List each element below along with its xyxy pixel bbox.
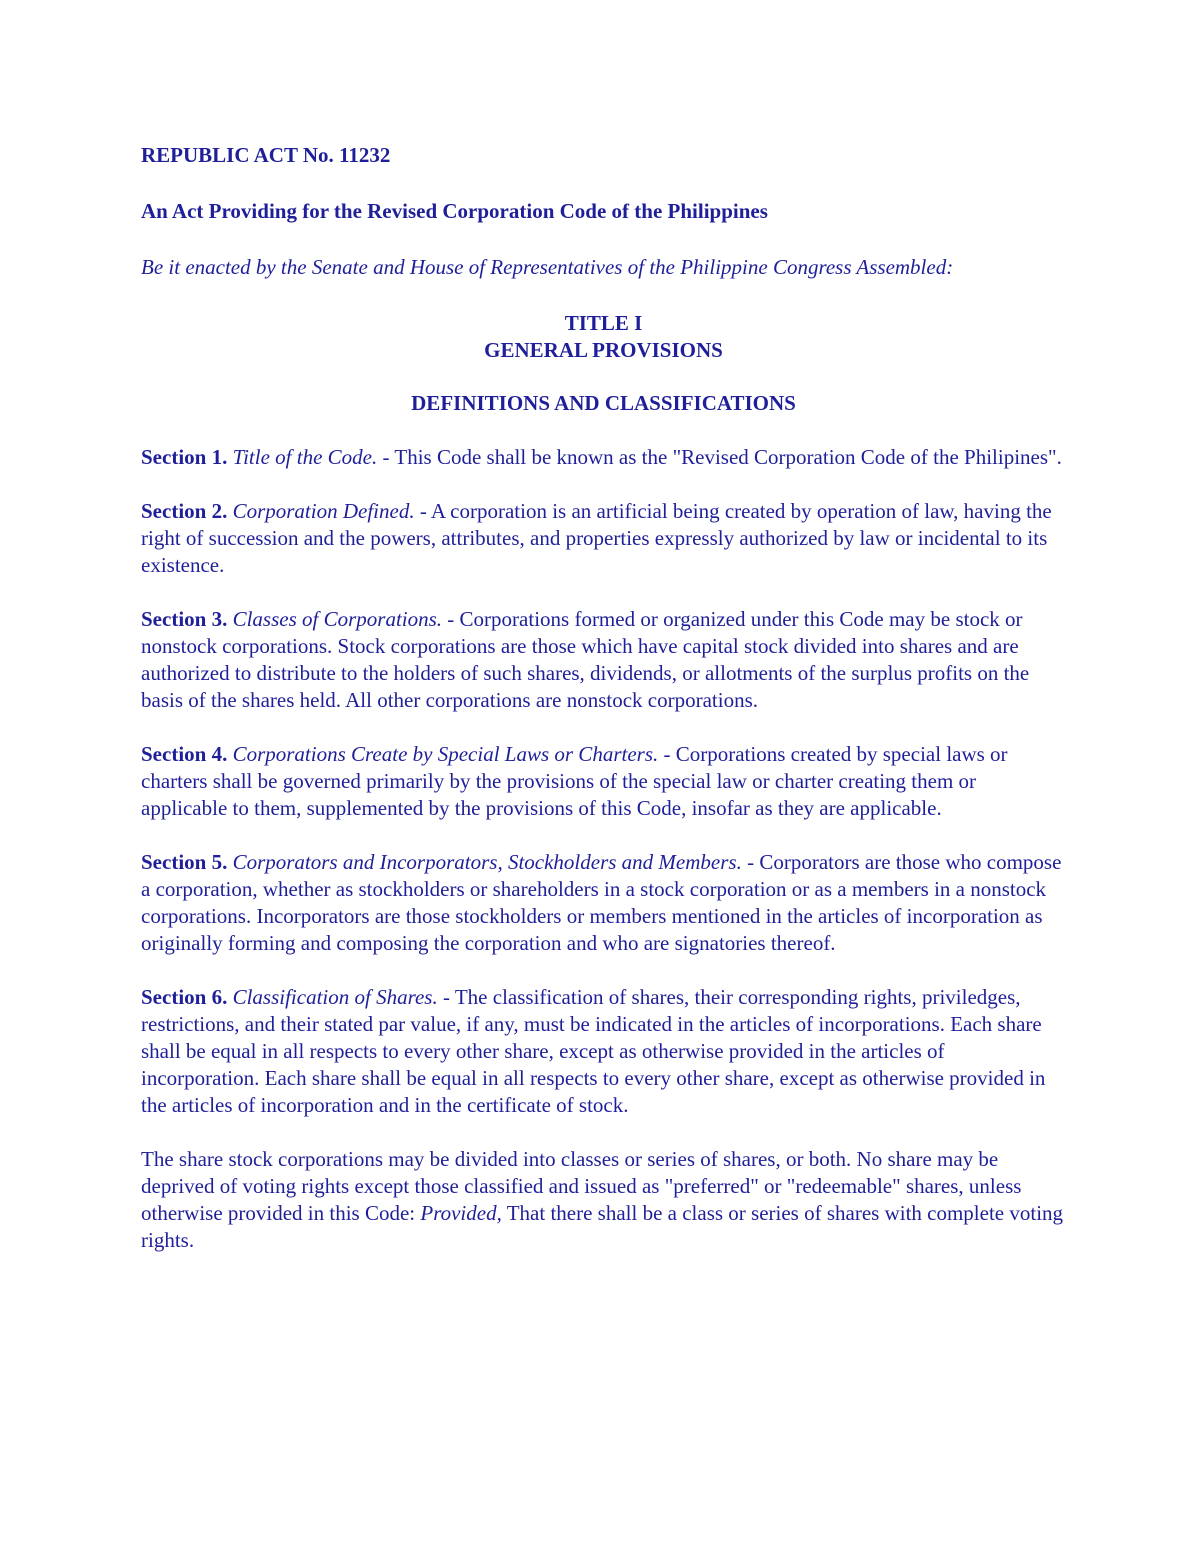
- document-page: [141, 142, 1066, 1254]
- section-label: Section 5.: [141, 850, 228, 874]
- title-name: GENERAL PROVISIONS: [484, 338, 723, 362]
- section-6: [141, 984, 1066, 1119]
- section-caption: Title of the Code.: [232, 445, 378, 469]
- section-label: Section 2.: [141, 499, 228, 523]
- section-label: Section 3.: [141, 607, 228, 631]
- section-1: [141, 444, 1066, 471]
- section-caption: Classification of Shares.: [232, 985, 438, 1009]
- act-number: REPUBLIC ACT No. 11232: [141, 143, 391, 167]
- section-body: - A corporation is an artificial being created by operation of law, having the right of succession and the powers, attributes, and properties expressly authorized by law or incidental to its existence.: [141, 499, 1052, 577]
- section-body: - Corporations created by special laws or charters shall be governed primarily by the provisions of the special law or charter creating them or applicable to them, supplemented by the provisions of this Code, insofar as they are applicable.: [141, 742, 1008, 820]
- act-title: An Act Providing for the Revised Corporation Code of the Philippines: [141, 199, 768, 223]
- section-5: [141, 849, 1066, 957]
- title-heading: [141, 310, 1066, 364]
- section-body: - This Code shall be known as the "Revised Corporation Code of the Philipines".: [377, 445, 1062, 469]
- chapter-subheading: DEFINITIONS AND CLASSIFICATIONS: [411, 391, 796, 415]
- section-caption: Corporation Defined.: [232, 499, 415, 523]
- section-3: [141, 606, 1066, 714]
- section-caption: Corporators and Incorporators, Stockholders and Members.: [232, 850, 742, 874]
- enacting-clause: Be it enacted by the Senate and House of Representatives of the Philippine Congress Assembled:: [141, 255, 954, 279]
- section-caption: Corporations Create by Special Laws or Charters.: [232, 742, 659, 766]
- title-number: TITLE I: [564, 311, 643, 335]
- section-6-paragraph-2: [141, 1146, 1066, 1254]
- section-2: [141, 498, 1066, 579]
- section-label: Section 6.: [141, 985, 228, 1009]
- section-label: Section 1.: [141, 445, 228, 469]
- paragraph-emphasis: Provided,: [420, 1201, 502, 1225]
- section-body: - Corporations formed or organized under this Code may be stock or nonstock corporations. Stock corporations are those which have capital stock divided into shares and are authorized to distribute to the holders of such shares, dividends, or allotments of the surplus profits on the basis of the shares held. All other corporations are nonstock corporations.: [141, 607, 1030, 712]
- section-label: Section 4.: [141, 742, 228, 766]
- section-caption: Classes of Corporations.: [232, 607, 443, 631]
- section-body: - Corporators are those who compose a corporation, whether as stockholders or shareholders in a stock corporation or as a members in a nonstock corporations. Incorporators are those stockholders or members mentioned in the articles of incorporation as originally forming and composing the corporation and who are signatories thereof.: [141, 850, 1062, 955]
- section-body: - The classification of shares, their corresponding rights, priviledges, restrictions, and their stated par value, if any, must be indicated in the articles of incorporations. Each share shall be equal in all respects to every other share, except as otherwise provided in the articles of incorporation. Each share shall be equal in all respects to every other share, except as otherwise provided in the articles of incorporation and in the certificate of stock.: [141, 985, 1046, 1117]
- section-4: [141, 741, 1066, 822]
- paragraph-text-end: That there shall be a class or series of shares with complete voting rights.: [141, 1201, 1064, 1252]
- paragraph-text: The share stock corporations may be divided into classes or series of shares, or both. No share may be deprived of voting rights except those classified and issued as "preferred" or "redeemable" shares, unless otherwise provided in this Code:: [141, 1147, 1022, 1225]
